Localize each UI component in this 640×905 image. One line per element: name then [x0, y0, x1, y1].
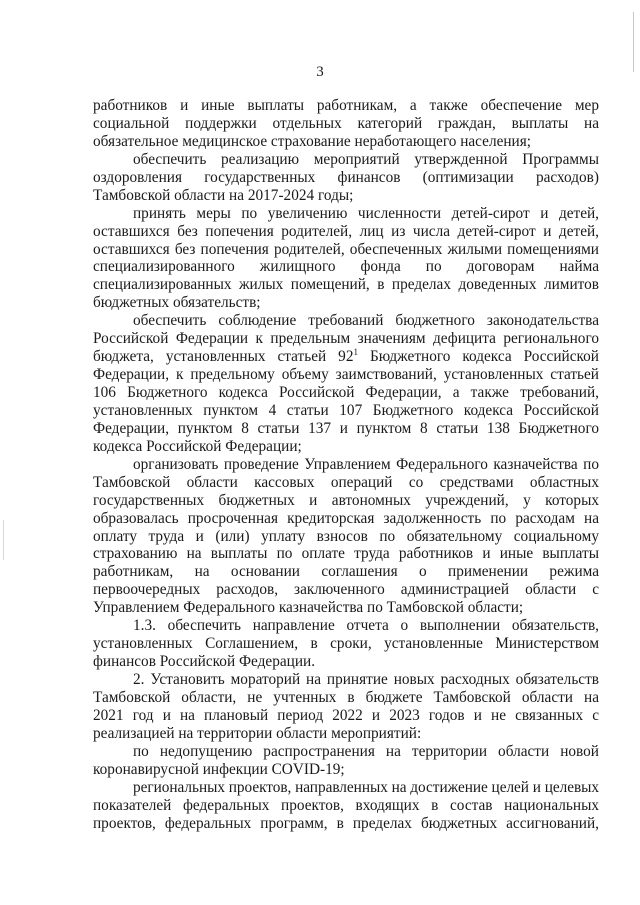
text-line	[93, 689, 599, 707]
text-line-content: принять меры по увеличению численности детей-сирот и детей,	[133, 204, 599, 222]
text-line-content: 2021 год и на плановый период 2022 и 2023 годов и не связанных с	[93, 706, 599, 724]
text-line-content: организовать проведение Управлением Федерального казначейства по	[133, 455, 599, 473]
text-line	[93, 707, 599, 725]
text-line	[93, 241, 599, 259]
text-line	[93, 743, 599, 761]
text-line-content: обеспечить соблюдение требований бюджетного законодательства	[133, 312, 599, 330]
text-line	[93, 779, 599, 797]
text-line	[93, 581, 599, 599]
text-line-content: бюджета, установленных статьей 92	[93, 348, 354, 366]
text-line	[93, 815, 599, 833]
text-line	[93, 474, 599, 492]
text-line-content: Тамбовской области на 2017-2024 годы;	[93, 186, 354, 204]
text-line-content: специализированных жилых помещений, в пределах доведенных лимитов	[93, 276, 599, 294]
text-line	[93, 653, 599, 671]
text-line	[93, 635, 599, 653]
text-line-content: финансов Российской Федерации.	[93, 653, 316, 671]
text-line	[93, 617, 599, 635]
text-line	[93, 563, 599, 581]
scan-edge-mark-left	[3, 520, 4, 560]
text-line	[93, 205, 599, 223]
text-line-content: Тамбовской области, не учтенных в бюджете Тамбовской области на	[93, 688, 599, 706]
text-line-continuation: Бюджетного кодекса Российской	[357, 348, 599, 366]
text-line	[93, 761, 599, 779]
text-line	[93, 258, 599, 276]
text-line-content: проектов, федеральных программ, в пределах бюджетных ассигнований,	[93, 814, 599, 832]
text-line	[93, 492, 599, 510]
text-line	[93, 330, 599, 348]
page-number: 3	[316, 64, 324, 80]
text-line	[93, 797, 599, 815]
text-line	[93, 438, 599, 456]
text-line-content: по недопущению распространения на территории области новой	[133, 742, 599, 760]
text-line-content: обеспечить реализацию мероприятий утвержденной Программы	[133, 150, 599, 168]
text-line-content: работников и иные выплаты работникам, а также обеспечение мер	[93, 97, 599, 114]
text-line	[93, 456, 599, 474]
text-line	[93, 97, 599, 115]
text-line	[93, 420, 599, 438]
text-line-content: оплату труда и (или) уплату взносов по обязательному социальному	[93, 527, 599, 545]
text-line	[93, 187, 599, 205]
text-line-content: социальной поддержки отдельных категорий граждан, выплаты на	[93, 114, 599, 132]
text-line-content: страхованию на выплаты по оплате труда работников и иные выплаты	[93, 545, 599, 563]
text-line	[93, 312, 599, 330]
text-line-content: Федерации, пунктом 8 статьи 137 и пунктом 8 статьи 138 Бюджетного	[93, 419, 599, 437]
superscript: 1	[353, 347, 358, 358]
text-line-content: образовалась просроченная кредиторская задолженность по расходам на	[93, 509, 599, 527]
text-line	[93, 725, 599, 743]
text-line-content: оставшихся без попечения родителей, лиц из числа детей-сирот и детей,	[93, 222, 599, 240]
text-line-content: оставшихся без попечения родителей, обеспеченных жилыми помещениями	[93, 240, 599, 258]
text-line	[93, 384, 599, 402]
text-line-content: кодекса Российской Федерации;	[93, 437, 302, 455]
text-line-content: государственных бюджетных и автономных учреждений, у которых	[93, 491, 599, 509]
text-line-content: региональных проектов, направленных на достижение целей и целевых	[133, 778, 599, 796]
text-line	[93, 599, 599, 617]
scan-edge-mark	[633, 12, 634, 72]
text-line	[93, 510, 599, 528]
text-line	[93, 348, 599, 366]
text-line	[93, 545, 599, 563]
text-line	[93, 402, 599, 420]
text-line-content: показателей федеральных проектов, входящих в состав национальных	[93, 796, 599, 814]
text-line-content: бюджетных обязательств;	[93, 294, 261, 312]
text-line-content: реализацией на территории области мероприятий:	[93, 724, 422, 742]
text-line-content: оздоровления государственных финансов (оптимизации расходов)	[93, 168, 599, 186]
text-line	[93, 366, 599, 384]
text-line-content: 1.3. обеспечить направление отчета о выполнении обязательств,	[133, 617, 599, 635]
text-line	[93, 133, 599, 151]
text-line-content: Федерации, к предельному объему заимствований, установленных статьей	[93, 366, 599, 384]
text-line	[93, 115, 599, 133]
text-line-content: 2. Установить мораторий на принятие новых расходных обязательств	[133, 671, 599, 688]
text-line-content: специализированного жилищного фонда по договорам найма	[93, 258, 599, 276]
text-line-content: Тамбовской области кассовых операций со средствами областных	[93, 473, 599, 491]
text-line-content: обязательное медицинское страхование неработающего населения;	[93, 132, 532, 150]
text-line	[93, 294, 599, 312]
text-line-content: 106 Бюджетного кодекса Российской Федерации, а также требований,	[93, 384, 599, 401]
text-line	[93, 528, 599, 546]
text-line-content: работникам, на основании соглашения о применении режима	[93, 563, 599, 581]
document-body	[93, 97, 599, 832]
text-line	[93, 151, 599, 169]
text-line-content: установленных пунктом 4 статьи 107 Бюджетного кодекса Российской	[93, 401, 599, 419]
text-line	[93, 169, 599, 187]
text-line-content: Российской Федерации к предельным значениям дефицита регионального	[93, 330, 599, 348]
text-line	[93, 223, 599, 241]
text-line-content: установленных Соглашением, в сроки, установленные Министерством	[93, 635, 599, 653]
text-line	[93, 671, 599, 689]
text-line-content: Управлением Федерального казначейства по Тамбовской области;	[93, 599, 524, 617]
text-line-content: первоочередных расходов, заключенного администрацией области с	[93, 581, 599, 599]
text-line	[93, 276, 599, 294]
text-line-content: коронавирусной инфекции COVID-19;	[93, 760, 345, 778]
